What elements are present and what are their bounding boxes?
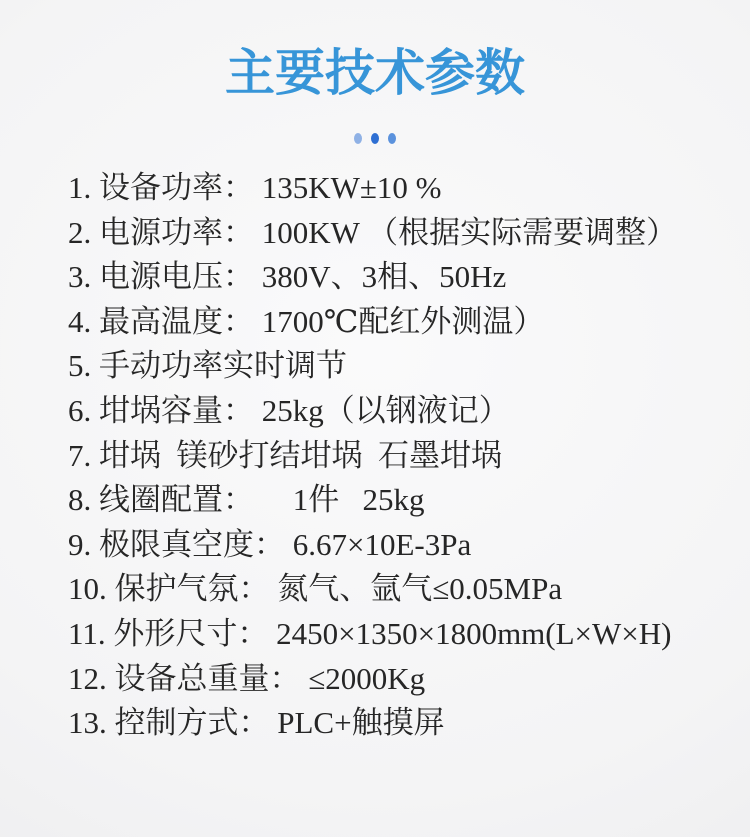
spec-line-12: 12. 设备总重量： ≤2000Kg	[68, 660, 426, 696]
spec-line-9: 9. 极限真空度： 6.67×10E-3Pa	[68, 526, 472, 562]
spec-line-8: 8. 线圈配置： 1件 25kg	[68, 482, 425, 518]
divider-dot-left	[354, 133, 362, 144]
spec-line-2: 2. 电源功率： 100KW （根据实际需要调整）	[68, 214, 678, 250]
spec-line-10: 10. 保护气氛： 氮气、氩气≤0.05MPa	[68, 571, 563, 607]
spec-line-5: 5. 手动功率实时调节	[68, 348, 347, 384]
dots-divider	[0, 132, 750, 144]
spec-list	[0, 166, 750, 746]
page-title: 主要技术参数	[225, 45, 525, 101]
divider-dot-middle	[371, 133, 379, 144]
spec-line-3: 3. 电源电压： 380V、3相、50Hz	[68, 259, 507, 295]
spec-line-6: 6. 坩埚容量： 25kg（以钢液记）	[68, 392, 510, 428]
spec-line-4: 4. 最高温度： 1700℃配红外测温）	[68, 303, 545, 339]
spec-line-13: 13. 控制方式： PLC+触摸屏	[68, 705, 445, 741]
divider-dot-right	[388, 133, 396, 144]
spec-line-7: 7. 坩埚 镁砂打结坩埚 石墨坩埚	[68, 437, 502, 473]
spec-line-1: 1. 设备功率： 135KW±10 %	[68, 170, 442, 205]
spec-line-11: 11. 外形尺寸： 2450×1350×1800mm(L×W×H)	[68, 615, 672, 651]
